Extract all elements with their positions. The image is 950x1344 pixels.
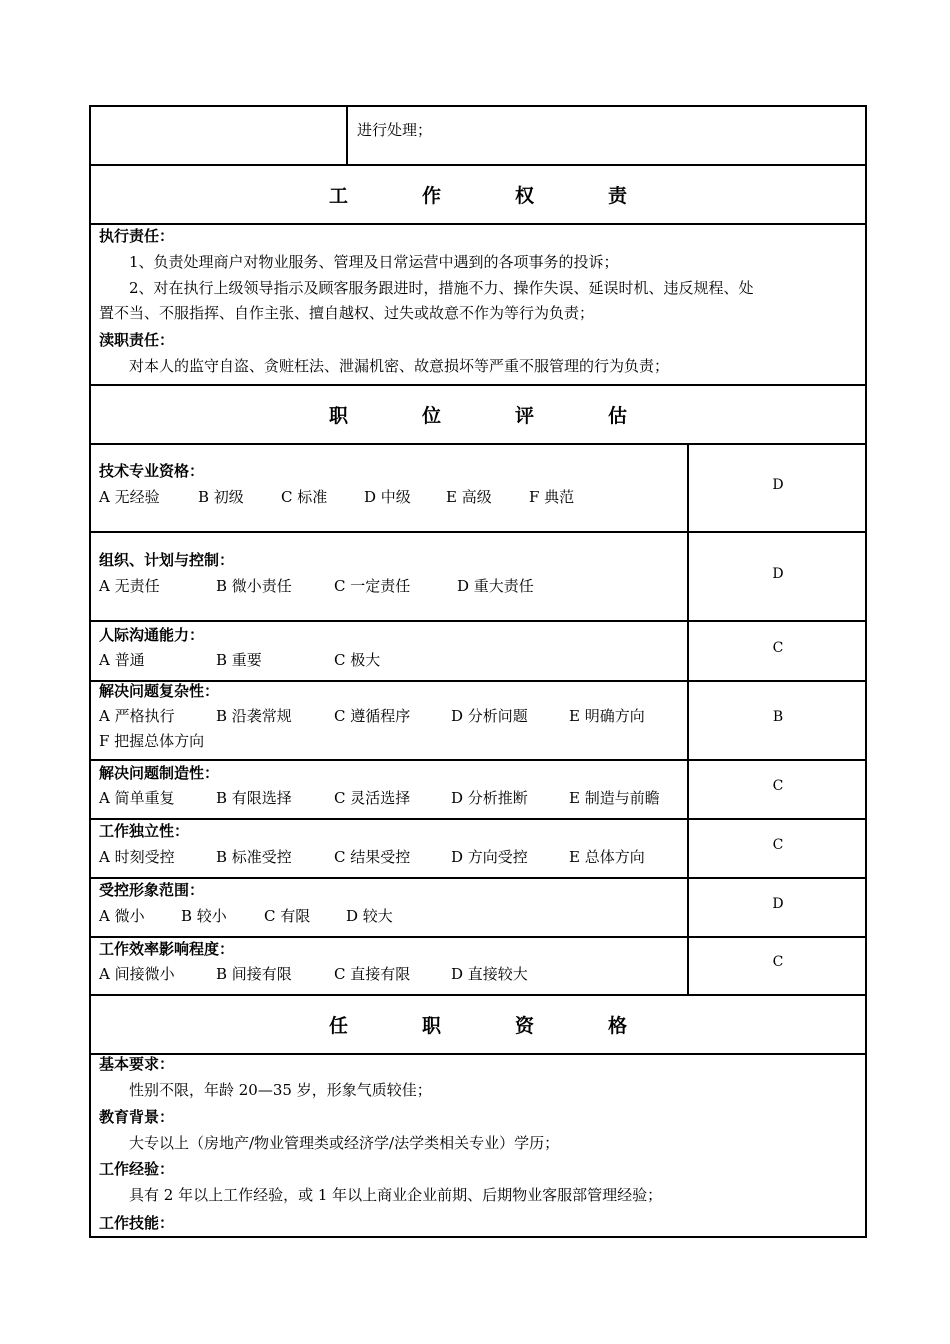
eval-option: F 典范: [529, 488, 575, 506]
eval-option: A 无经验: [99, 488, 160, 506]
education-text: 大专以上（房地产/物业管理类或经济学/法学类相关专业）学历；: [129, 1134, 560, 1152]
eval-option: B 重要: [216, 651, 262, 669]
eval-option: E 总体方向: [569, 848, 645, 866]
eval-option: A 严格执行: [99, 707, 175, 725]
eval-option: C 遵循程序: [334, 707, 411, 725]
eval-option: B 有限选择: [216, 789, 292, 807]
exec-item-2-line-2: 置不当、不服指挥、自作主张、擅自越权、过失或故意不作为等行为负责；: [99, 304, 595, 322]
eval-option: C 结果受控: [334, 848, 411, 866]
exec-heading: 执行责任：: [99, 227, 175, 245]
eval-grade: B: [772, 709, 784, 725]
row-divider: [91, 877, 865, 879]
eval-grade: D: [772, 896, 784, 912]
row-divider: [91, 818, 865, 820]
eval-option: A 时刻受控: [99, 848, 175, 866]
eval-heading: 技术专业资格：: [99, 462, 205, 480]
experience-text: 具有 2 年以上工作经验，或 1 年以上商业企业前期、后期物业客服部管理经验；: [129, 1186, 663, 1204]
eval-option: C 直接有限: [334, 965, 411, 983]
row-divider: [91, 1053, 865, 1055]
eval-option: F 把握总体方向: [99, 732, 205, 750]
row-divider: [91, 759, 865, 761]
eval-grade: C: [772, 954, 784, 970]
eval-option: B 沿袭常规: [216, 707, 292, 725]
eval-option: C 有限: [264, 907, 311, 925]
eval-option: D 分析推断: [451, 789, 528, 807]
eval-option: C 一定责任: [334, 577, 411, 595]
eval-option: A 微小: [99, 907, 145, 925]
eval-heading: 组织、计划与控制：: [99, 551, 235, 569]
eval-option: B 较小: [181, 907, 227, 925]
neglect-item: 对本人的监守自盗、贪赃枉法、泄漏机密、故意损坏等严重不服管理的行为负责；: [129, 357, 670, 375]
eval-grade: C: [772, 778, 784, 794]
eval-grade: C: [772, 640, 784, 656]
eval-grade: D: [772, 566, 784, 582]
exec-item-1: 1、负责处理商户对物业服务、管理及日常运营中遇到的各项事务的投诉；: [129, 253, 619, 271]
eval-option: D 分析问题: [451, 707, 528, 725]
eval-grade: D: [772, 477, 784, 493]
eval-option: C 标准: [281, 488, 328, 506]
eval-heading: 工作效率影响程度：: [99, 940, 235, 958]
eval-option: B 微小责任: [216, 577, 292, 595]
eval-option: A 普通: [99, 651, 145, 669]
eval-option: B 间接有限: [216, 965, 292, 983]
eval-option: E 制造与前瞻: [569, 789, 660, 807]
basic-heading: 基本要求：: [99, 1055, 175, 1073]
eval-option: E 高级: [446, 488, 492, 506]
eval-option: D 较大: [346, 907, 393, 925]
row-divider: [91, 531, 865, 533]
skills-heading: 工作技能：: [99, 1214, 175, 1232]
eval-heading: 人际沟通能力：: [99, 626, 205, 644]
eval-option: D 重大责任: [457, 577, 534, 595]
eval-option: C 极大: [334, 651, 381, 669]
eval-heading: 工作独立性：: [99, 822, 190, 840]
eval-heading: 解决问题复杂性：: [99, 682, 220, 700]
section-title-duties: 工 作 权 责: [328, 184, 627, 207]
eval-option: D 直接较大: [451, 965, 528, 983]
exec-item-2-line-1: 2、对在执行上级领导指示及顾客服务跟进时，措施不力、操作失误、延误时机、违反规程、处: [129, 279, 754, 297]
basic-text: 性别不限，年龄 20—35 岁，形象气质较佳；: [129, 1081, 432, 1099]
eval-option: A 简单重复: [99, 789, 175, 807]
eval-heading: 受控形象范围：: [99, 881, 205, 899]
eval-option: A 无责任: [99, 577, 160, 595]
row-divider: [91, 936, 865, 938]
section-title-qualification: 任 职 资 格: [328, 1014, 627, 1037]
row-divider: [91, 223, 865, 225]
row-divider: [91, 443, 865, 445]
education-heading: 教育背景：: [99, 1108, 175, 1126]
neglect-heading: 渎职责任：: [99, 331, 175, 349]
section-title-evaluation: 职 位 评 估: [328, 404, 627, 427]
eval-option: D 中级: [364, 488, 411, 506]
eval-option: B 初级: [198, 488, 244, 506]
eval-option: C 灵活选择: [334, 789, 411, 807]
eval-option: A 间接微小: [99, 965, 175, 983]
row-divider: [91, 620, 865, 622]
top-row-divider: [346, 107, 348, 165]
experience-heading: 工作经验：: [99, 1160, 175, 1178]
eval-option: E 明确方向: [569, 707, 645, 725]
job-description-table: [89, 105, 867, 1238]
eval-grade: C: [772, 837, 784, 853]
eval-option: B 标准受控: [216, 848, 292, 866]
eval-heading: 解决问题制造性：: [99, 764, 220, 782]
eval-option: D 方向受控: [451, 848, 528, 866]
continued-text: 进行处理；: [357, 121, 433, 139]
